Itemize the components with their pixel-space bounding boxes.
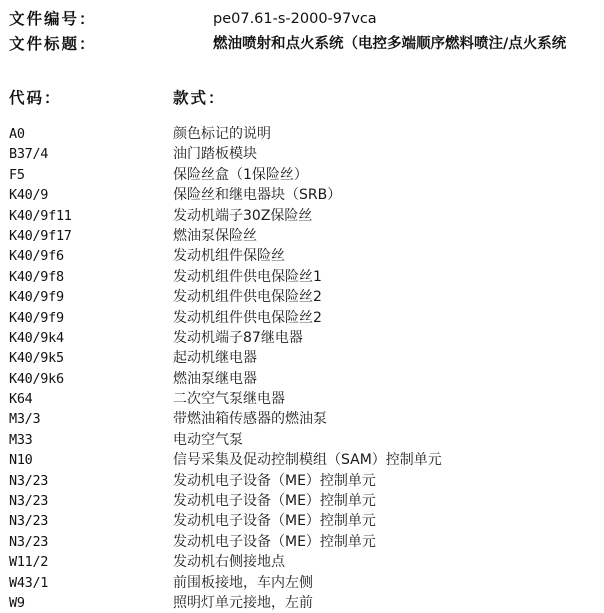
table-row: [0, 144, 604, 164]
table-row: [0, 389, 604, 409]
row-code: K40/9k4: [9, 329, 64, 346]
row-description: 发动机组件供电保险丝1: [173, 268, 322, 285]
row-code: N3/23: [9, 493, 49, 510]
table-row: [0, 206, 604, 226]
row-description: 前围板接地，车内左侧: [173, 574, 313, 591]
file-title-value: 燃油喷射和点火系统（电控多端顺序燃料喷注/点火系统: [213, 36, 567, 52]
row-code: N3/23: [9, 533, 49, 550]
row-description: 保险丝和继电器块（SRB）: [173, 187, 342, 204]
row-description: 信号采集及促动控制模组（SAM）控制单元: [173, 452, 442, 469]
row-code: A0: [9, 126, 25, 142]
row-description: 发动机端子87继电器: [173, 329, 303, 346]
row-code: B37/4: [9, 146, 49, 163]
table-row: [0, 348, 604, 368]
row-code: K40/9k6: [9, 370, 64, 387]
row-code: K40/9k5: [9, 350, 64, 367]
row-description: 电动空气泵: [173, 431, 243, 448]
row-description: 起动机继电器: [173, 350, 257, 367]
row-code: K40/9f9: [9, 309, 64, 326]
row-description: 发动机电子设备（ME）控制单元: [173, 513, 376, 530]
row-description: 发动机端子30Z保险丝: [173, 207, 313, 224]
row-description: 燃油泵继电器: [173, 370, 257, 387]
table-row: [0, 532, 604, 552]
table-row: [0, 287, 604, 307]
table-row: [0, 369, 604, 389]
row-code: K40/9: [9, 187, 49, 204]
component-list: [0, 124, 604, 613]
row-description: 发动机组件保险丝: [173, 248, 285, 265]
table-row: [0, 267, 604, 287]
table-row: [0, 552, 604, 572]
table-row: [0, 246, 604, 266]
row-description: 保险丝盒（1保险丝）: [173, 166, 308, 183]
table-row: [0, 430, 604, 450]
row-code: K40/9f6: [9, 248, 64, 265]
row-code: N3/23: [9, 513, 49, 530]
row-description: 发动机电子设备（ME）控制单元: [173, 472, 376, 489]
row-description: 照明灯单元接地，左前: [173, 594, 313, 611]
row-code: K40/9f11: [9, 207, 72, 224]
code-column-header: 代码：: [9, 89, 62, 107]
row-description: 发动机组件供电保险丝2: [173, 309, 322, 326]
table-row: [0, 409, 604, 429]
row-code: M3/3: [9, 411, 41, 428]
table-row: [0, 593, 604, 613]
row-code: W43/1: [9, 574, 49, 591]
table-row: [0, 491, 604, 511]
row-description: 油门踏板模块: [173, 146, 257, 163]
row-description: 带燃油箱传感器的燃油泵: [173, 411, 327, 428]
table-row: [0, 308, 604, 328]
table-row: [0, 185, 604, 205]
row-description: 二次空气泵继电器: [173, 391, 285, 408]
table-row: [0, 573, 604, 593]
row-description: 发动机右侧接地点: [173, 554, 285, 571]
file-number-value: pe07.61-s-2000-97vca: [213, 11, 377, 27]
file-number-label: 文件编号：: [9, 10, 97, 28]
table-row: [0, 226, 604, 246]
row-code: K40/9f9: [9, 289, 64, 306]
row-code: W9: [9, 594, 25, 611]
file-title-label: 文件标题：: [9, 35, 97, 53]
row-code: K40/9f17: [9, 227, 72, 244]
row-description: 发动机组件供电保险丝2: [173, 289, 322, 306]
row-description: 颜色标记的说明: [173, 126, 271, 142]
table-row: [0, 328, 604, 348]
table-row: [0, 124, 604, 144]
table-row: [0, 165, 604, 185]
row-code: M33: [9, 431, 33, 448]
row-code: K64: [9, 391, 33, 408]
row-description: 发动机电子设备（ME）控制单元: [173, 533, 376, 550]
row-code: N3/23: [9, 472, 49, 489]
description-column-header: 款式：: [173, 89, 226, 107]
row-description: 燃油泵保险丝: [173, 227, 257, 244]
table-row: [0, 471, 604, 491]
row-description: 发动机电子设备（ME）控制单元: [173, 493, 376, 510]
row-code: W11/2: [9, 554, 49, 571]
table-row: [0, 450, 604, 470]
row-code: K40/9f8: [9, 268, 64, 285]
row-code: N10: [9, 452, 33, 469]
row-code: F5: [9, 166, 25, 183]
table-row: [0, 511, 604, 531]
